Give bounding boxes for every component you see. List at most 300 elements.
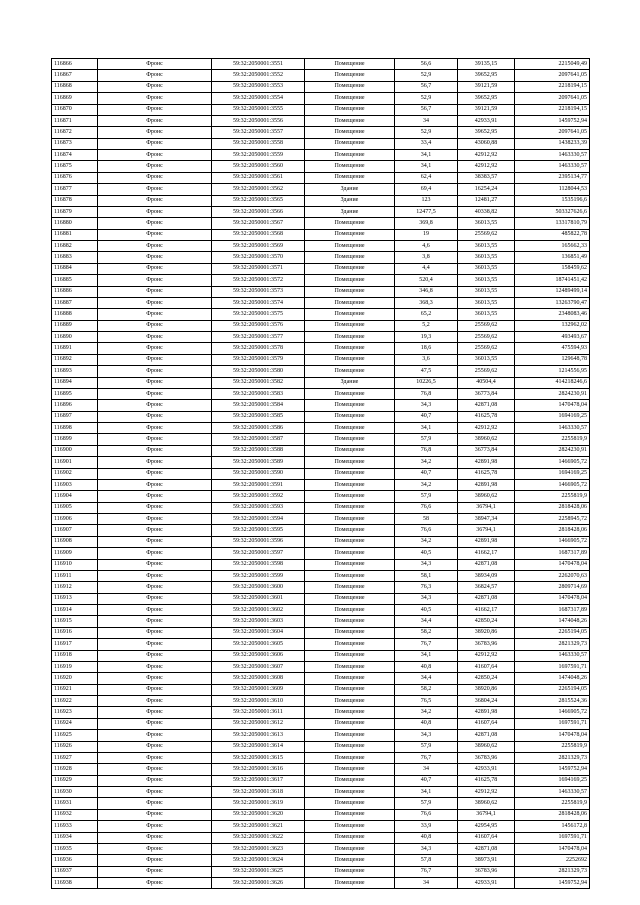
table-row [52, 479, 590, 490]
region-name-cell: Фронс [98, 650, 212, 661]
unit-price-cell: 38960,62 [458, 741, 515, 752]
region-name-cell: Фронс [98, 468, 212, 479]
row-number-cell: 116913 [52, 593, 98, 604]
cadastral-value-cell: 1694169,25 [515, 411, 590, 422]
cadastral-number-cell: 59:32:2050001:3594 [212, 514, 305, 525]
cadastral-value-cell: 1463330,57 [515, 650, 590, 661]
cadastral-number-cell: 59:32:2050001:3583 [212, 388, 305, 399]
area-value-cell: 76,7 [395, 752, 458, 763]
cadastral-value-cell: 13317810,79 [515, 218, 590, 229]
area-value-cell: 34,1 [395, 423, 458, 434]
object-type-cell: Помещение [305, 229, 395, 240]
table-row [52, 343, 590, 354]
cadastral-number-cell: 59:32:2050001:3622 [212, 832, 305, 843]
object-type-cell: Помещение [305, 866, 395, 877]
row-number-cell: 116899 [52, 434, 98, 445]
area-value-cell: 5,2 [395, 320, 458, 331]
region-name-cell: Фронс [98, 241, 212, 252]
object-type-cell: Помещение [305, 650, 395, 661]
area-value-cell: 34,4 [395, 616, 458, 627]
table-row [52, 878, 590, 889]
region-name-cell: Фронс [98, 718, 212, 729]
cadastral-value-cell: 1459752,94 [515, 764, 590, 775]
row-number-cell: 116883 [52, 252, 98, 263]
area-value-cell: 520,4 [395, 275, 458, 286]
object-type-cell: Здание [305, 206, 395, 217]
area-value-cell: 40,8 [395, 832, 458, 843]
unit-price-cell: 36794,1 [458, 809, 515, 820]
row-number-cell: 116882 [52, 241, 98, 252]
table-row [52, 639, 590, 650]
area-value-cell: 40,8 [395, 718, 458, 729]
unit-price-cell: 41607,64 [458, 661, 515, 672]
unit-price-cell: 40338,82 [458, 206, 515, 217]
object-type-cell: Помещение [305, 138, 395, 149]
row-number-cell: 116874 [52, 150, 98, 161]
row-number-cell: 116873 [52, 138, 98, 149]
unit-price-cell: 41607,64 [458, 718, 515, 729]
table-row [52, 81, 590, 92]
row-number-cell: 116894 [52, 377, 98, 388]
unit-price-cell: 36783,96 [458, 866, 515, 877]
row-number-cell: 116900 [52, 445, 98, 456]
row-number-cell: 116938 [52, 878, 98, 889]
unit-price-cell: 41607,64 [458, 832, 515, 843]
cadastral-number-cell: 59:32:2050001:3571 [212, 263, 305, 274]
row-number-cell: 116931 [52, 798, 98, 809]
table-row [52, 809, 590, 820]
cadastral-number-cell: 59:32:2050001:3617 [212, 775, 305, 786]
unit-price-cell: 36783,96 [458, 639, 515, 650]
region-name-cell: Фронс [98, 673, 212, 684]
row-number-cell: 116921 [52, 684, 98, 695]
unit-price-cell: 42954,95 [458, 821, 515, 832]
cadastral-value-cell: 1535196,6 [515, 195, 590, 206]
table-row [52, 161, 590, 172]
area-value-cell: 34,3 [395, 730, 458, 741]
unit-price-cell: 42912,92 [458, 423, 515, 434]
cadastral-value-cell: 165662,33 [515, 241, 590, 252]
unit-price-cell: 42912,92 [458, 150, 515, 161]
unit-price-cell: 36794,1 [458, 525, 515, 536]
table-row [52, 752, 590, 763]
row-number-cell: 116933 [52, 821, 98, 832]
table-row [52, 502, 590, 513]
region-name-cell: Фронс [98, 377, 212, 388]
row-number-cell: 116934 [52, 832, 98, 843]
row-number-cell: 116891 [52, 343, 98, 354]
area-value-cell: 40,7 [395, 468, 458, 479]
table-row [52, 286, 590, 297]
region-name-cell: Фронс [98, 843, 212, 854]
cadastral-number-cell: 59:32:2050001:3595 [212, 525, 305, 536]
unit-price-cell: 38960,62 [458, 491, 515, 502]
object-type-cell: Помещение [305, 70, 395, 81]
table-row [52, 718, 590, 729]
cadastral-value-cell: 1474048,26 [515, 673, 590, 684]
table-row [52, 775, 590, 786]
object-type-cell: Помещение [305, 104, 395, 115]
area-value-cell: 34,3 [395, 843, 458, 854]
region-name-cell: Фронс [98, 218, 212, 229]
cadastral-number-cell: 59:32:2050001:3557 [212, 127, 305, 138]
area-value-cell: 34,3 [395, 559, 458, 570]
unit-price-cell: 36824,57 [458, 582, 515, 593]
object-type-cell: Помещение [305, 366, 395, 377]
object-type-cell: Помещение [305, 741, 395, 752]
region-name-cell: Фронс [98, 252, 212, 263]
cadastral-number-cell: 59:32:2050001:3620 [212, 809, 305, 820]
region-name-cell: Фронс [98, 878, 212, 889]
area-value-cell: 19 [395, 229, 458, 240]
cadastral-number-cell: 59:32:2050001:3624 [212, 855, 305, 866]
unit-price-cell: 38920,86 [458, 684, 515, 695]
unit-price-cell: 39652,95 [458, 70, 515, 81]
table-row [52, 764, 590, 775]
table-row [52, 434, 590, 445]
row-number-cell: 116869 [52, 93, 98, 104]
area-value-cell: 34 [395, 878, 458, 889]
region-name-cell: Фронс [98, 502, 212, 513]
area-value-cell: 52,9 [395, 70, 458, 81]
cadastral-number-cell: 59:32:2050001:3579 [212, 354, 305, 365]
cadastral-number-cell: 59:32:2050001:3600 [212, 582, 305, 593]
unit-price-cell: 36013,55 [458, 297, 515, 308]
cadastral-number-cell: 59:32:2050001:3580 [212, 366, 305, 377]
row-number-cell: 116911 [52, 570, 98, 581]
object-type-cell: Помещение [305, 150, 395, 161]
area-value-cell: 346,8 [395, 286, 458, 297]
unit-price-cell: 36773,84 [458, 388, 515, 399]
unit-price-cell: 38934,09 [458, 570, 515, 581]
cadastral-value-cell: 1697591,71 [515, 832, 590, 843]
area-value-cell: 3,6 [395, 354, 458, 365]
unit-price-cell: 38960,62 [458, 434, 515, 445]
table-body [52, 59, 590, 889]
object-type-cell: Помещение [305, 878, 395, 889]
area-value-cell: 52,9 [395, 127, 458, 138]
object-type-cell: Помещение [305, 570, 395, 581]
table-row [52, 400, 590, 411]
cadastral-value-cell: 1463330,57 [515, 161, 590, 172]
table-row [52, 195, 590, 206]
table-row [52, 229, 590, 240]
unit-price-cell: 42891,98 [458, 536, 515, 547]
row-number-cell: 116871 [52, 115, 98, 126]
cadastral-number-cell: 59:32:2050001:3562 [212, 184, 305, 195]
object-type-cell: Помещение [305, 536, 395, 547]
region-name-cell: Фронс [98, 491, 212, 502]
unit-price-cell: 42871,08 [458, 730, 515, 741]
row-number-cell: 116916 [52, 627, 98, 638]
table-row [52, 263, 590, 274]
unit-price-cell: 40504,4 [458, 377, 515, 388]
row-number-cell: 116888 [52, 309, 98, 320]
cadastral-number-cell: 59:32:2050001:3561 [212, 172, 305, 183]
area-value-cell: 76,6 [395, 525, 458, 536]
cadastral-value-cell: 2255819,9 [515, 798, 590, 809]
row-number-cell: 116923 [52, 707, 98, 718]
table-row [52, 445, 590, 456]
object-type-cell: Помещение [305, 696, 395, 707]
cadastral-number-cell: 59:32:2050001:3565 [212, 195, 305, 206]
object-type-cell: Помещение [305, 582, 395, 593]
row-number-cell: 116889 [52, 320, 98, 331]
cadastral-number-cell: 59:32:2050001:3621 [212, 821, 305, 832]
table-row [52, 423, 590, 434]
area-value-cell: 19,3 [395, 332, 458, 343]
cadastral-value-cell: 2097641,05 [515, 93, 590, 104]
cadastral-number-cell: 59:32:2050001:3559 [212, 150, 305, 161]
region-name-cell: Фронс [98, 627, 212, 638]
table-row [52, 605, 590, 616]
cadastral-number-cell: 59:32:2050001:3625 [212, 866, 305, 877]
unit-price-cell: 39121,59 [458, 81, 515, 92]
area-value-cell: 57,8 [395, 855, 458, 866]
region-name-cell: Фронс [98, 787, 212, 798]
region-name-cell: Фронс [98, 161, 212, 172]
unit-price-cell: 41662,17 [458, 605, 515, 616]
table-row [52, 650, 590, 661]
area-value-cell: 62,4 [395, 172, 458, 183]
cadastral-value-cell: 18741451,42 [515, 275, 590, 286]
area-value-cell: 56,6 [395, 59, 458, 70]
object-type-cell: Помещение [305, 752, 395, 763]
cadastral-number-cell: 59:32:2050001:3551 [212, 59, 305, 70]
cadastral-value-cell: 2818428,06 [515, 809, 590, 820]
table-row [52, 218, 590, 229]
object-type-cell: Помещение [305, 297, 395, 308]
table-row [52, 150, 590, 161]
row-number-cell: 116914 [52, 605, 98, 616]
object-type-cell: Помещение [305, 400, 395, 411]
cadastral-number-cell: 59:32:2050001:3574 [212, 297, 305, 308]
unit-price-cell: 36013,55 [458, 241, 515, 252]
cadastral-value-cell: 2821329,73 [515, 866, 590, 877]
region-name-cell: Фронс [98, 366, 212, 377]
cadastral-value-cell: 414218246,6 [515, 377, 590, 388]
region-name-cell: Фронс [98, 388, 212, 399]
cadastral-value-cell: 2255819,9 [515, 434, 590, 445]
region-name-cell: Фронс [98, 70, 212, 81]
object-type-cell: Помещение [305, 263, 395, 274]
unit-price-cell: 42933,91 [458, 115, 515, 126]
area-value-cell: 12477,5 [395, 206, 458, 217]
table-row [52, 468, 590, 479]
area-value-cell: 76,5 [395, 696, 458, 707]
cadastral-number-cell: 59:32:2050001:3610 [212, 696, 305, 707]
unit-price-cell: 39121,59 [458, 104, 515, 115]
row-number-cell: 116897 [52, 411, 98, 422]
area-value-cell: 4,6 [395, 241, 458, 252]
unit-price-cell: 36804,24 [458, 696, 515, 707]
cadastral-value-cell: 12489499,14 [515, 286, 590, 297]
unit-price-cell: 42871,08 [458, 593, 515, 604]
cadastral-value-cell: 1470478,04 [515, 730, 590, 741]
cadastral-number-cell: 59:32:2050001:3599 [212, 570, 305, 581]
row-number-cell: 116907 [52, 525, 98, 536]
region-name-cell: Фронс [98, 752, 212, 763]
cadastral-number-cell: 59:32:2050001:3554 [212, 93, 305, 104]
row-number-cell: 116922 [52, 696, 98, 707]
row-number-cell: 116912 [52, 582, 98, 593]
area-value-cell: 40,8 [395, 661, 458, 672]
row-number-cell: 116902 [52, 468, 98, 479]
region-name-cell: Фронс [98, 605, 212, 616]
cadastral-number-cell: 59:32:2050001:3577 [212, 332, 305, 343]
cadastral-number-cell: 59:32:2050001:3590 [212, 468, 305, 479]
row-number-cell: 116881 [52, 229, 98, 240]
cadastral-number-cell: 59:32:2050001:3572 [212, 275, 305, 286]
object-type-cell: Помещение [305, 502, 395, 513]
row-number-cell: 116896 [52, 400, 98, 411]
object-type-cell: Помещение [305, 343, 395, 354]
region-name-cell: Фронс [98, 138, 212, 149]
cadastral-value-cell: 2218194,15 [515, 104, 590, 115]
area-value-cell: 69,4 [395, 184, 458, 195]
unit-price-cell: 36773,84 [458, 445, 515, 456]
row-number-cell: 116904 [52, 491, 98, 502]
region-name-cell: Фронс [98, 684, 212, 695]
unit-price-cell: 25569,62 [458, 332, 515, 343]
object-type-cell: Помещение [305, 764, 395, 775]
region-name-cell: Фронс [98, 81, 212, 92]
object-type-cell: Помещение [305, 548, 395, 559]
cadastral-value-cell: 1456172,8 [515, 821, 590, 832]
cadastral-value-cell: 2255819,9 [515, 491, 590, 502]
row-number-cell: 116903 [52, 479, 98, 490]
table-row [52, 309, 590, 320]
unit-price-cell: 42891,98 [458, 707, 515, 718]
area-value-cell: 57,9 [395, 798, 458, 809]
cadastral-value-table [51, 58, 590, 889]
cadastral-number-cell: 59:32:2050001:3619 [212, 798, 305, 809]
table-row [52, 252, 590, 263]
cadastral-number-cell: 59:32:2050001:3604 [212, 627, 305, 638]
cadastral-number-cell: 59:32:2050001:3555 [212, 104, 305, 115]
table-row [52, 559, 590, 570]
object-type-cell: Помещение [305, 286, 395, 297]
region-name-cell: Фронс [98, 354, 212, 365]
region-name-cell: Фронс [98, 206, 212, 217]
object-type-cell: Помещение [305, 93, 395, 104]
cadastral-value-cell: 2097641,05 [515, 127, 590, 138]
region-name-cell: Фронс [98, 343, 212, 354]
object-type-cell: Помещение [305, 730, 395, 741]
object-type-cell: Здание [305, 184, 395, 195]
unit-price-cell: 38920,86 [458, 627, 515, 638]
cadastral-number-cell: 59:32:2050001:3592 [212, 491, 305, 502]
table-row [52, 275, 590, 286]
cadastral-value-cell: 475594,93 [515, 343, 590, 354]
area-value-cell: 34,2 [395, 536, 458, 547]
row-number-cell: 116924 [52, 718, 98, 729]
table-row [52, 570, 590, 581]
table-row [52, 184, 590, 195]
table-row [52, 866, 590, 877]
cadastral-value-cell: 1466905,72 [515, 457, 590, 468]
area-value-cell: 58,2 [395, 627, 458, 638]
table-row [52, 536, 590, 547]
object-type-cell: Помещение [305, 809, 395, 820]
object-type-cell: Здание [305, 377, 395, 388]
cadastral-value-cell: 1687317,89 [515, 548, 590, 559]
cadastral-value-cell: 2821329,73 [515, 639, 590, 650]
unit-price-cell: 39135,15 [458, 59, 515, 70]
unit-price-cell: 43060,88 [458, 138, 515, 149]
cadastral-value-cell: 2265194,05 [515, 684, 590, 695]
object-type-cell: Помещение [305, 115, 395, 126]
row-number-cell: 116901 [52, 457, 98, 468]
cadastral-value-cell: 1694169,25 [515, 775, 590, 786]
region-name-cell: Фронс [98, 434, 212, 445]
region-name-cell: Фронс [98, 570, 212, 581]
area-value-cell: 34,2 [395, 457, 458, 468]
cadastral-number-cell: 59:32:2050001:3576 [212, 320, 305, 331]
cadastral-value-cell: 158459,62 [515, 263, 590, 274]
table-row [52, 707, 590, 718]
region-name-cell: Фронс [98, 536, 212, 547]
cadastral-value-cell: 1466905,72 [515, 479, 590, 490]
unit-price-cell: 41662,17 [458, 548, 515, 559]
row-number-cell: 116906 [52, 514, 98, 525]
row-number-cell: 116880 [52, 218, 98, 229]
row-number-cell: 116905 [52, 502, 98, 513]
area-value-cell: 34,2 [395, 479, 458, 490]
row-number-cell: 116887 [52, 297, 98, 308]
object-type-cell: Помещение [305, 59, 395, 70]
region-name-cell: Фронс [98, 115, 212, 126]
region-name-cell: Фронс [98, 593, 212, 604]
unit-price-cell: 41625,78 [458, 775, 515, 786]
cadastral-number-cell: 59:32:2050001:3605 [212, 639, 305, 650]
area-value-cell: 34,1 [395, 787, 458, 798]
region-name-cell: Фронс [98, 320, 212, 331]
row-number-cell: 116929 [52, 775, 98, 786]
object-type-cell: Помещение [305, 639, 395, 650]
object-type-cell: Помещение [305, 275, 395, 286]
unit-price-cell: 42912,92 [458, 787, 515, 798]
region-name-cell: Фронс [98, 275, 212, 286]
cadastral-value-cell: 1697591,71 [515, 661, 590, 672]
unit-price-cell: 42891,98 [458, 457, 515, 468]
region-name-cell: Фронс [98, 309, 212, 320]
cadastral-number-cell: 59:32:2050001:3602 [212, 605, 305, 616]
region-name-cell: Фронс [98, 286, 212, 297]
cadastral-value-cell: 1470478,04 [515, 559, 590, 570]
table-row [52, 115, 590, 126]
cadastral-value-cell: 2395134,77 [515, 172, 590, 183]
object-type-cell: Помещение [305, 787, 395, 798]
unit-price-cell: 25569,62 [458, 343, 515, 354]
cadastral-value-cell: 1697591,71 [515, 718, 590, 729]
cadastral-number-cell: 59:32:2050001:3614 [212, 741, 305, 752]
object-type-cell: Помещение [305, 559, 395, 570]
area-value-cell: 40,5 [395, 548, 458, 559]
row-number-cell: 116919 [52, 661, 98, 672]
unit-price-cell: 42912,92 [458, 650, 515, 661]
region-name-cell: Фронс [98, 297, 212, 308]
region-name-cell: Фронс [98, 741, 212, 752]
region-name-cell: Фронс [98, 400, 212, 411]
cadastral-number-cell: 59:32:2050001:3552 [212, 70, 305, 81]
region-name-cell: Фронс [98, 184, 212, 195]
object-type-cell: Помещение [305, 388, 395, 399]
cadastral-value-cell: 1214556,95 [515, 366, 590, 377]
cadastral-value-cell: 493493,67 [515, 332, 590, 343]
row-number-cell: 116930 [52, 787, 98, 798]
unit-price-cell: 42912,92 [458, 161, 515, 172]
